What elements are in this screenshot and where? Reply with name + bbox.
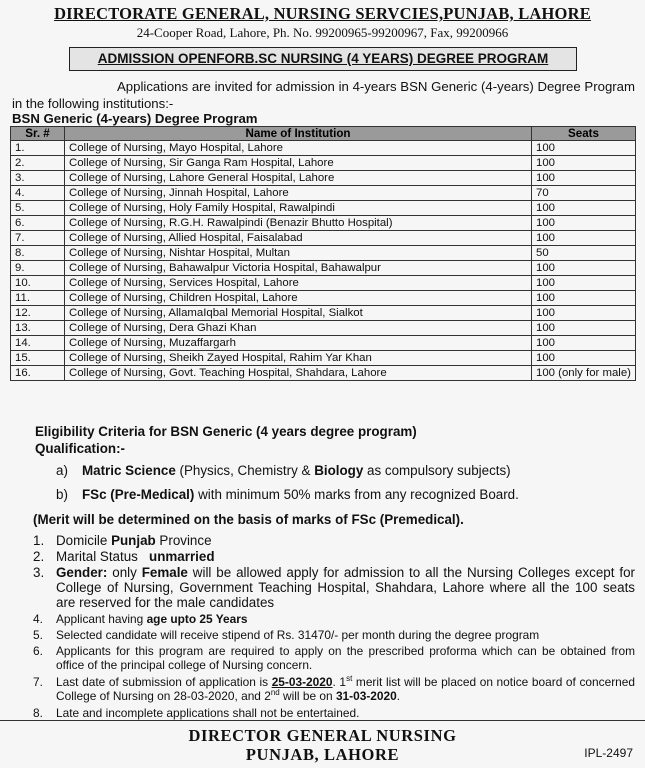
row-institution: College of Nursing, Mayo Hospital, Lahore [65,141,532,156]
row-sr: 4. [11,186,65,201]
table-row [11,351,636,366]
criteria-item-late-applications: 8. Late and incomplete applications shall not be entertained. [33,706,360,720]
row-institution: College of Nursing, Allied Hospital, Faisalabad [65,231,532,246]
row-sr: 6. [11,216,65,231]
row-seats: 100 [532,351,636,366]
row-institution: College of Nursing, Bahawalpur Victoria Hospital, Bahawalpur [65,261,532,276]
table-row [11,306,636,321]
table-row [11,276,636,291]
row-sr: 7. [11,231,65,246]
row-sr: 2. [11,156,65,171]
row-seats: 50 [532,246,636,261]
criteria-item-age: 4. Applicant having age upto 25 Years [33,612,248,626]
row-seats: 100 [532,291,636,306]
table-row [11,366,636,381]
row-sr: 12. [11,306,65,321]
row-sr: 10. [11,276,65,291]
qualification-label: Qualification:- [35,441,126,456]
row-seats: 100 [532,261,636,276]
row-institution: College of Nursing, Services Hospital, Lahore [65,276,532,291]
row-seats: 100 [532,336,636,351]
row-institution: College of Nursing, Jinnah Hospital, Lahore [65,186,532,201]
intro-paragraph: Applications are invited for admission in 4-years BSN Generic (4-years) Degree Program in the following institutions:- [12,79,635,111]
table-row [11,261,636,276]
row-sr: 9. [11,261,65,276]
column-header-sr: Sr. # [11,127,65,141]
table-row [11,321,636,336]
row-institution: College of Nursing, R.G.H. Rawalpindi (Benazir Bhutto Hospital) [65,216,532,231]
ipl-code: IPL-2497 [584,746,633,760]
row-seats: 100 [532,216,636,231]
header-title: DIRECTORATE GENERAL, NURSING SERVCIES,PUNJAB, LAHORE [54,4,591,23]
footer-signatory: DIRECTOR GENERAL NURSING [188,726,457,745]
table-header-row [11,127,636,141]
row-sr: 8. [11,246,65,261]
row-institution: College of Nursing, Children Hospital, Lahore [65,291,532,306]
criteria-item-marital-status: 2. Marital Status unmarried [33,549,215,564]
row-institution: College of Nursing, Dera Ghazi Khan [65,321,532,336]
criteria-item-proforma: 6. Applicants for this program are required to apply on the prescribed proforma which can be obtained from office of the principal college of Nursing concern. [33,644,635,672]
row-seats: 100 [532,321,636,336]
program-subheading: BSN Generic (4-years) Degree Program [12,111,258,126]
table-row [11,201,636,216]
row-seats: 100 [532,276,636,291]
row-sr: 5. [11,201,65,216]
row-sr: 11. [11,291,65,306]
criteria-item-last-date: 7. Last date of submission of application is 25-03-2020. 1st merit list will be placed on notice board of concerned College of Nursing on 28-03-2020, and 2nd will be on 31-03-2020. [33,674,635,703]
row-seats: 100 [532,171,636,186]
table-row [11,336,636,351]
row-seats: 100 [532,231,636,246]
qualification-a: a) Matric Science (Physics, Chemistry & Biology as compulsory subjects) [56,463,511,478]
table-row [11,156,636,171]
row-sr: 16. [11,366,65,381]
row-institution: College of Nursing, Nishtar Hospital, Multan [65,246,532,261]
row-seats: 100 [532,201,636,216]
table-row [11,246,636,261]
qualification-b: b) FSc (Pre-Medical) with minimum 50% marks from any recognized Board. [56,487,519,502]
row-institution: College of Nursing, Muzaffargarh [65,336,532,351]
row-sr: 15. [11,351,65,366]
criteria-item-gender: 3. Gender: only Female will be allowed apply for admission to all the Nursing Colleges except for College of Nursing, Government Teaching Hospital, Shahdara, Lahore where all the 100 seats are reserved for the male candidates [33,565,635,610]
table-row [11,231,636,246]
row-sr: 3. [11,171,65,186]
institutions-table [10,126,636,381]
footer-divider [0,720,645,721]
row-sr: 13. [11,321,65,336]
header-address: 24-Cooper Road, Lahore, Ph. No. 99200965-99200967, Fax, 99200966 [136,25,509,40]
table-row [11,186,636,201]
row-sr: 1. [11,141,65,156]
table-row [11,291,636,306]
row-institution: College of Nursing, Govt. Teaching Hospital, Shahdara, Lahore [65,366,532,381]
row-institution: College of Nursing, Holy Family Hospital, Rawalpindi [65,201,532,216]
column-header-institution: Name of Institution [65,127,532,141]
table-row [11,216,636,231]
eligibility-heading: Eligibility Criteria for BSN Generic (4 years degree program) [35,424,417,439]
criteria-item-stipend: 5. Selected candidate will receive stipend of Rs. 31470/- per month during the degree program [33,628,540,642]
row-seats: 100 [532,156,636,171]
table-row [11,171,636,186]
row-seats: 100 [532,306,636,321]
row-institution: College of Nursing, AllamaIqbal Memorial Hospital, Sialkot [65,306,532,321]
merit-note: (Merit will be determined on the basis of marks of FSc (Premedical). [33,512,464,527]
row-institution: College of Nursing, Sir Ganga Ram Hospital, Lahore [65,156,532,171]
column-header-seats: Seats [532,127,636,141]
criteria-item-domicile: 1. Domicile Punjab Province [33,533,212,548]
row-institution: College of Nursing, Lahore General Hospital, Lahore [65,171,532,186]
admission-banner: ADMISSION OPENFORB.SC NURSING (4 YEARS) DEGREE PROGRAM [69,47,577,71]
row-seats: 70 [532,186,636,201]
row-seats: 100 [532,141,636,156]
row-institution: College of Nursing, Sheikh Zayed Hospital, Rahim Yar Khan [65,351,532,366]
footer-location: PUNJAB, LAHORE [245,745,400,764]
table-row [11,141,636,156]
row-sr: 14. [11,336,65,351]
row-seats: 100 (only for male) [532,366,636,381]
